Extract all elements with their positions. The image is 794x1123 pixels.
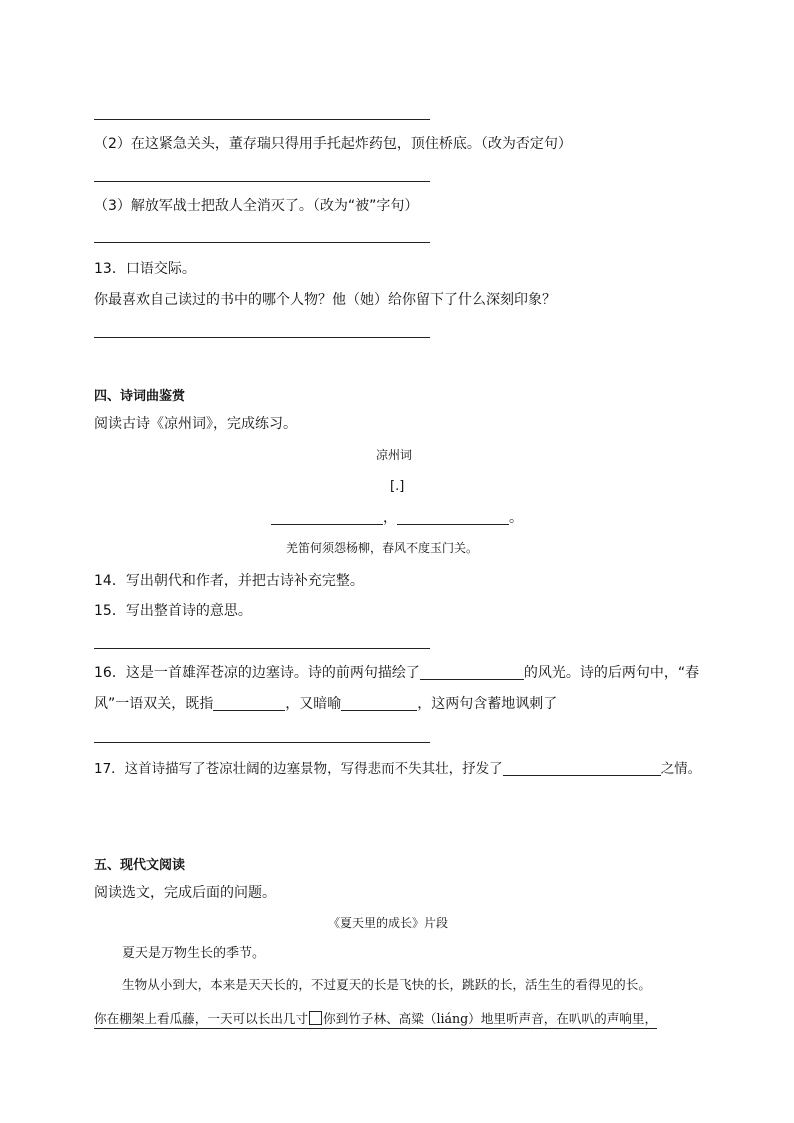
question-13-title: 13．口语交际。 bbox=[94, 261, 196, 277]
section-5-intro: 阅读选文，完成后面的问题。 bbox=[94, 885, 276, 901]
passage-p3-text-a: 你在棚架上看瓜藤，一天可以长出几寸 bbox=[94, 1011, 309, 1026]
q16-blank-1[interactable] bbox=[420, 663, 524, 680]
missing-punctuation-box[interactable] bbox=[309, 1011, 322, 1025]
section-5-heading: 五、现代文阅读 bbox=[94, 858, 186, 873]
q17-text-a: 17．这首诗描写了苍凉壮阔的边塞景物，写得悲而不失其壮，抒发了 bbox=[94, 761, 503, 777]
poem-period: 。 bbox=[509, 510, 523, 526]
poem-blank-2[interactable] bbox=[397, 508, 509, 525]
question-14: 14．写出朝代和作者，并把古诗补充完整。 bbox=[94, 573, 364, 589]
passage-paragraph-2: 生物从小到大，本来是天天长的，不过夏天的长是飞快的长，跳跃的长，活生生的看得见的长。 bbox=[122, 977, 651, 992]
q16-text-c: 风”一语双关，既指 bbox=[94, 696, 214, 712]
passage-p3-text-b: 你到竹子林、高粱（liáng）地里听声音，在叭叭的声响里， bbox=[323, 1011, 658, 1026]
q16-blank-3[interactable] bbox=[341, 694, 417, 711]
q16-text-d: ，又暗喻 bbox=[285, 696, 342, 712]
q17-text-b: 之情。 bbox=[660, 761, 702, 777]
question-15: 15．写出整首诗的意思。 bbox=[94, 603, 252, 619]
question-12-item-3: （3）解放军战士把敌人全消灭了。（改为“被”字句） bbox=[94, 198, 419, 214]
q16-text-e: ，这两句含蓄地讽刺了 bbox=[417, 696, 558, 712]
q16-text-a: 16．这是一首雄浑苍凉的边塞诗。诗的前两句描绘了 bbox=[94, 665, 420, 681]
poem-line: 羌笛何须怨杨柳，春风不度玉门关。 bbox=[286, 541, 479, 555]
question-12-item-2: （2）在这紧急关头，董存瑞只得用手托起炸药包，顶住桥底。（改为否定句） bbox=[94, 136, 572, 152]
answer-line bbox=[94, 181, 430, 182]
answer-line bbox=[94, 337, 430, 338]
poem-title: 凉州词 bbox=[376, 448, 413, 462]
poem-blank-1[interactable] bbox=[271, 508, 383, 525]
q16-blank-2[interactable] bbox=[213, 694, 285, 711]
question-13-prompt: 你最喜欢自己读过的书中的哪个人物？他（她）给你留下了什么深刻印象？ bbox=[94, 292, 556, 308]
section-4-intro: 阅读古诗《凉州词》，完成练习。 bbox=[94, 416, 297, 432]
question-17 bbox=[94, 759, 701, 779]
poem-blank-line bbox=[271, 508, 523, 528]
answer-line bbox=[94, 242, 430, 243]
answer-line bbox=[94, 648, 430, 649]
poem-comma: ， bbox=[383, 510, 397, 526]
question-16-line-1 bbox=[94, 663, 699, 683]
passage-paragraph-3 bbox=[94, 1010, 657, 1029]
q17-blank[interactable] bbox=[503, 759, 661, 776]
answer-line bbox=[94, 119, 430, 120]
passage-paragraph-1: 夏天是万物生长的季节。 bbox=[122, 946, 266, 961]
passage-title: 《夏天里的成长》片段 bbox=[328, 916, 449, 930]
poem-author: [.] bbox=[390, 479, 405, 494]
question-16-line-2 bbox=[94, 694, 557, 714]
section-4-heading: 四、诗词曲鉴赏 bbox=[94, 389, 186, 404]
answer-line bbox=[94, 742, 430, 743]
q16-text-b: 的风光。诗的后两句中，“春 bbox=[523, 665, 700, 681]
